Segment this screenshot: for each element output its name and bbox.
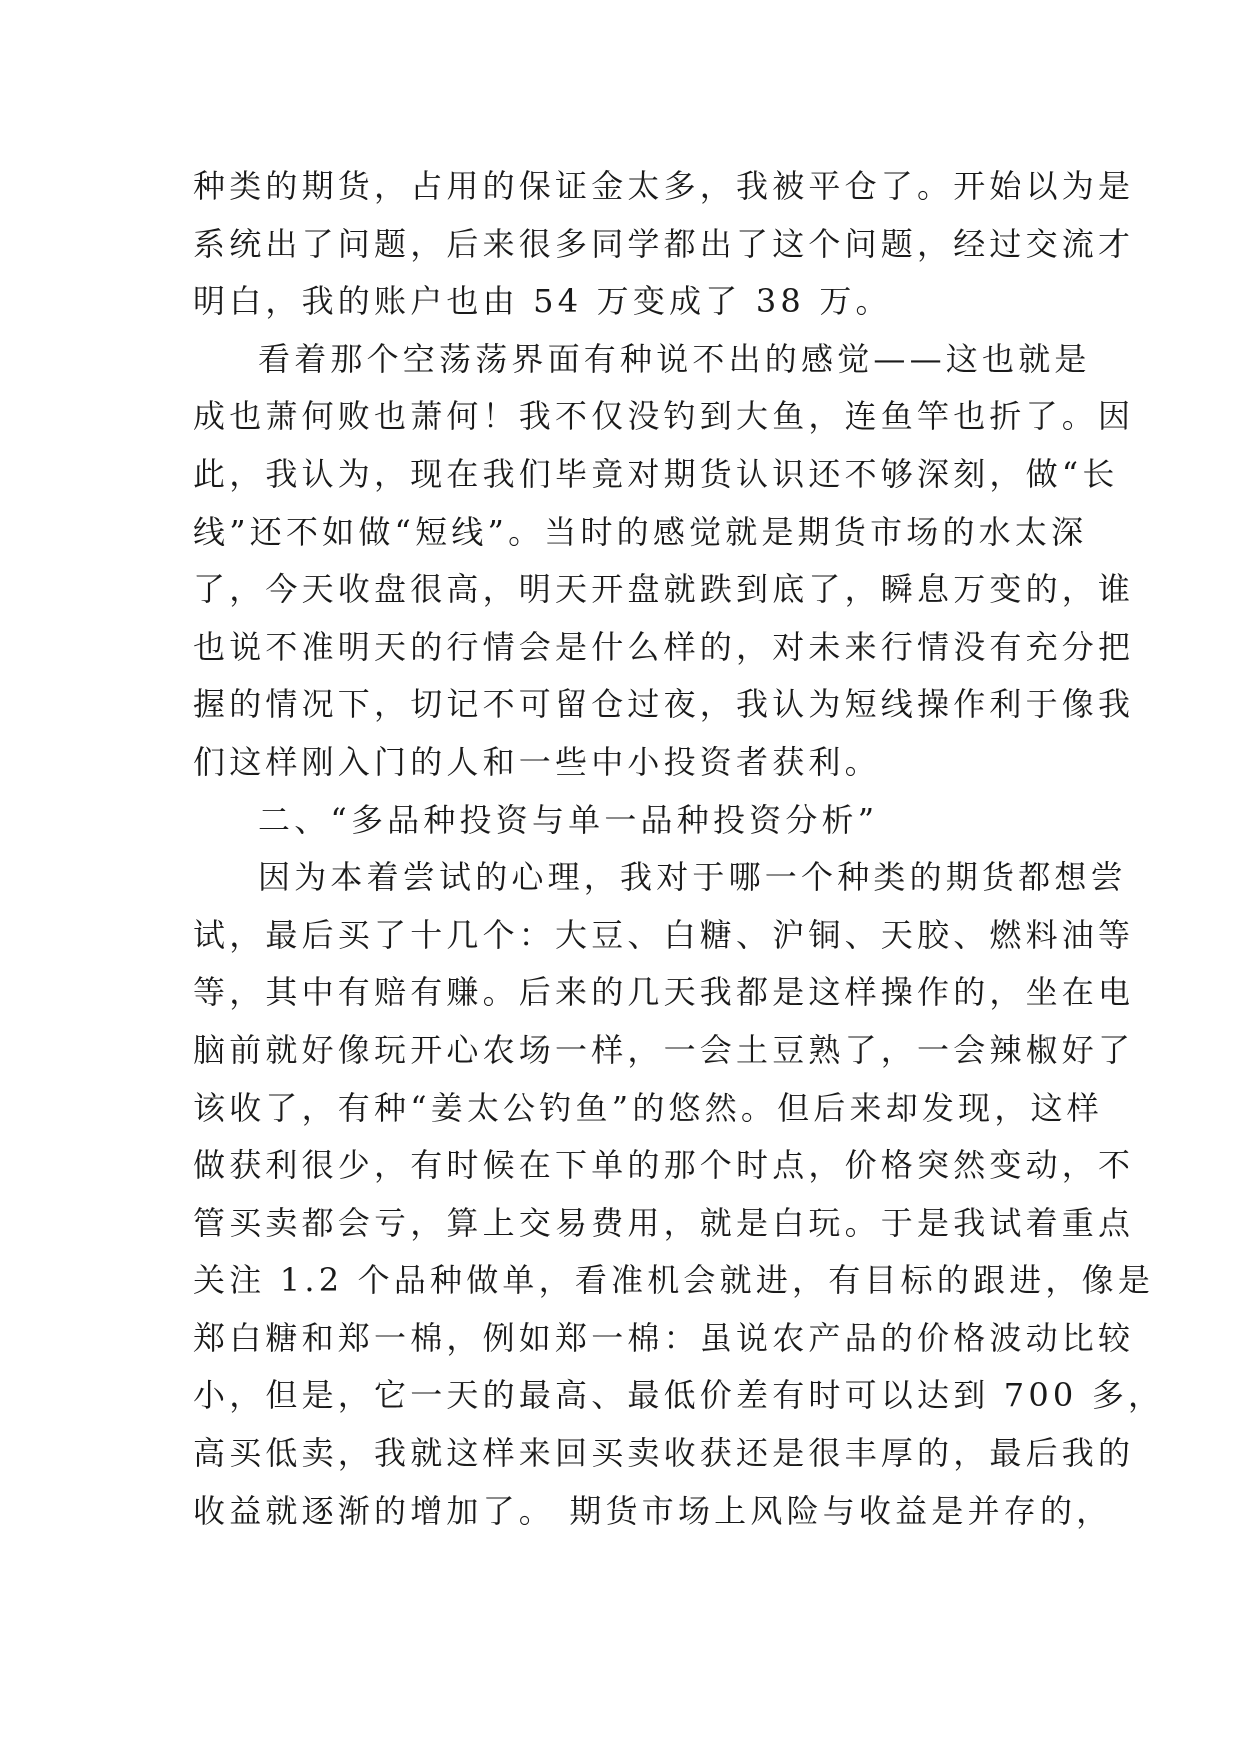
text-line: 管买卖都会亏，算上交易费用，就是白玩。于是我试着重点 — [193, 1203, 1135, 1242]
text-line: 成也萧何败也萧何！我不仅没钓到大鱼，连鱼竿也折了。因 — [193, 397, 1135, 436]
text-line: 做获利很少，有时候在下单的那个时点，价格突然变动，不 — [193, 1146, 1135, 1185]
text-line: 关注 1.2 个品种做单，看准机会就进，有目标的跟进，像是 — [193, 1261, 1155, 1300]
text-line: 收益就逐渐的增加了。 期货市场上风险与收益是并存的， — [193, 1491, 1113, 1530]
text-line: 也说不准明天的行情会是什么样的，对未来行情没有充分把 — [193, 627, 1135, 666]
text-line: 此，我认为，现在我们毕竟对期货认识还不够深刻，做“长 — [193, 454, 1119, 493]
text-line: 该收了，有种“姜太公钓鱼”的悠然。但后来却发现，这样 — [193, 1088, 1103, 1127]
text-line: 种类的期货，占用的保证金太多，我被平仓了。开始以为是 — [193, 167, 1135, 205]
text-line: 明白，我的账户也由 54 万变成了 38 万。 — [193, 282, 892, 321]
text-line: 脑前就好像玩开心农场一样，一会土豆熟了，一会辣椒好了 — [193, 1030, 1135, 1069]
text-line: 系统出了问题，后来很多同学都出了这个问题，经过交流才 — [193, 224, 1135, 263]
paragraph-first-line: 看着那个空荡荡界面有种说不出的感觉——这也就是 — [258, 339, 1091, 378]
text-line: 们这样刚入门的人和一些中小投资者获利。 — [193, 742, 881, 781]
text-line: 小，但是，它一天的最高、最低价差有时可以达到 700 多， — [193, 1376, 1165, 1415]
text-line: 等，其中有赔有赚。后来的几天我都是这样操作的，坐在电 — [193, 973, 1135, 1012]
text-line: 线”还不如做“短线”。当时的感觉就是期货市场的水太深 — [193, 512, 1088, 551]
text-line: 试，最后买了十几个：大豆、白糖、沪铜、天胶、燃料油等 — [193, 915, 1135, 954]
body-text — [193, 158, 1165, 1540]
paragraph-first-line: 因为本着尝试的心理，我对于哪一个种类的期货都想尝 — [258, 858, 1127, 897]
section-heading: 二、“多品种投资与单一品种投资分析” — [258, 800, 879, 839]
text-line: 握的情况下，切记不可留仓过夜，我认为短线操作利于像我 — [193, 685, 1135, 724]
text-line: 了，今天收盘很高，明天开盘就跌到底了，瞬息万变的，谁 — [193, 570, 1135, 609]
text-line: 高买低卖，我就这样来回买卖收获还是很丰厚的，最后我的 — [193, 1434, 1135, 1473]
text-line: 郑白糖和郑一棉，例如郑一棉：虽说农产品的价格波动比较 — [193, 1318, 1135, 1357]
